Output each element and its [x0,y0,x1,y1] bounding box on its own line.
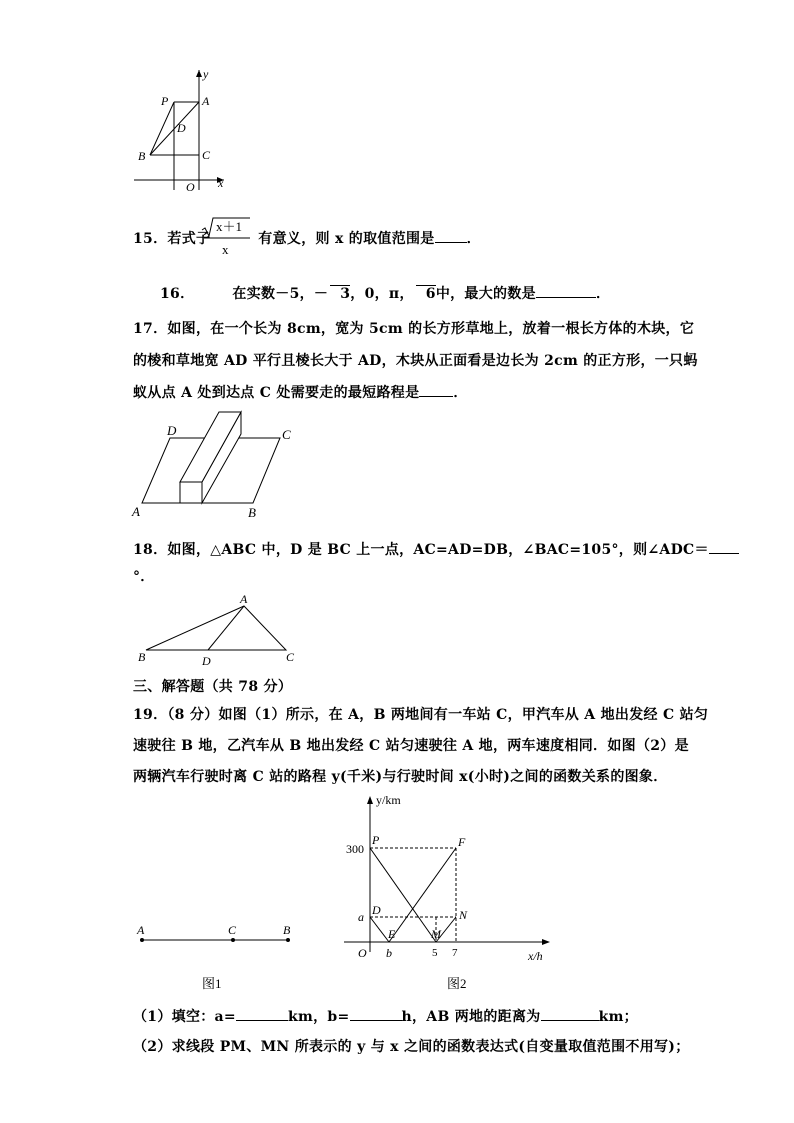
q18-line2: °． [133,569,155,585]
fig17-A: A [132,504,140,519]
fig18-C: C [286,650,295,664]
fig14-B: B [138,149,146,163]
q14-figure [120,62,240,202]
fig18-B: B [138,650,146,664]
fig2-x7: 7 [452,947,458,959]
q15-fraction [200,216,252,260]
q15-end: ． [466,231,481,247]
fig14-C: C [202,148,211,162]
fig2-D: D [372,903,381,917]
fig14-y: y [203,67,209,81]
q16-sqrt6: 6 [425,286,436,302]
q16-text-mid: ，0，π， [350,286,414,302]
fig18-A: A [240,592,248,606]
fig2-xlabel: x/h [528,949,543,963]
fig2-F: F [458,835,466,849]
q18-figure [136,592,306,670]
q19-p1-a: （1）填空：a= [133,1009,236,1025]
q19-figure1 [130,920,300,995]
q17-line3-text: 蚁从点 A 处到达点 C 处需要走的最短路程是 [133,385,420,401]
fig2-O: O [358,946,367,960]
section-3-heading: 三、解答题（共 78 分） [133,679,293,695]
q15-text-post: 有意义，则 x 的取值范围是 [258,231,435,247]
fig17-C: C [282,427,291,442]
q17-line3 [133,382,468,402]
fig14-P: P [161,94,169,108]
q15-denominator: x [222,242,229,257]
q16-end: ． [595,286,611,302]
fig14-A: A [202,94,210,108]
q17-figure [130,408,310,523]
q18-line1 [133,539,739,559]
fig1-A: A [137,923,145,937]
q19-line1: 19．（8 分）如图（1）所示，在 A，B 两地间有一车站 C，甲汽车从 A 地出发经 C 站匀 [133,707,709,723]
q19-p1-km1: km，b= [287,1009,350,1025]
q19-p1-km2: km； [598,1009,638,1025]
fig17-B: B [248,505,256,520]
fig2-ylabel: y/km [376,793,401,807]
fig1-C: C [228,923,237,937]
q16-text-pre: 在实数－5，－ [232,286,329,302]
fig2-y300: 300 [346,842,364,856]
q19-line3: 两辆汽车行驶时离 C 站的路程 y(千米)与行驶时间 x(小时)之间的函数关系的图象． [133,769,668,785]
q18-line1-text: 18．如图，△ABC 中，D 是 BC 上一点，AC=AD=DB，∠BAC=105°，则∠ADC＝ [133,542,709,558]
q19-part2: （2）求线段 PM、MN 所表示的 y 与 x 之间的函数表达式(自变量取值范围不用写)； [133,1039,690,1055]
q16-number: 16． [160,286,195,302]
q15-number: 15． [133,231,168,247]
question-15 [133,228,481,248]
question-16 [160,283,610,303]
q17-line1: 17．如图，在一个长为 8cm，宽为 5cm 的长方形草地上，放着一根长方体的木块，它 [133,321,695,337]
q15-numerator: x＋1 [216,219,243,234]
q19-p1-h: h，AB 两地的距离为 [401,1009,541,1025]
fig2-ya: a [358,910,364,924]
q16-text-post: 中，最大的数是 [435,286,536,302]
q19-part1 [133,1006,638,1026]
fig2-x5: 5 [432,947,438,959]
q17-end: ． [453,385,468,401]
fig14-x: x [218,176,224,190]
fig18-D: D [202,654,211,668]
fig2-caption: 图2 [447,976,467,991]
q16-sqrt3: 3 [340,286,351,302]
fig2-M: M [431,927,441,941]
fig2-N: N [459,908,468,922]
q19-line2: 速驶往 B 地，乙汽车从 B 地出发经 C 站匀速驶往 A 地，两车速度相同．如图（2）是 [133,738,689,754]
fig1-B: B [283,923,291,937]
fig2-b: b [386,946,392,960]
q19-figure2 [330,790,560,1000]
fig2-P: P [372,833,380,847]
fig14-D: D [177,121,186,135]
q17-line2: 的棱和草地宽 AD 平行且棱长大于 AD，木块从正面看是边长为 2cm 的正方形，一只蚂 [133,353,698,369]
fig14-O: O [186,180,195,194]
fig2-E: E [388,927,396,941]
q15-text-pre: 若式子 [167,231,211,247]
fig1-caption: 图1 [202,976,222,991]
fig17-D: D [167,423,177,438]
